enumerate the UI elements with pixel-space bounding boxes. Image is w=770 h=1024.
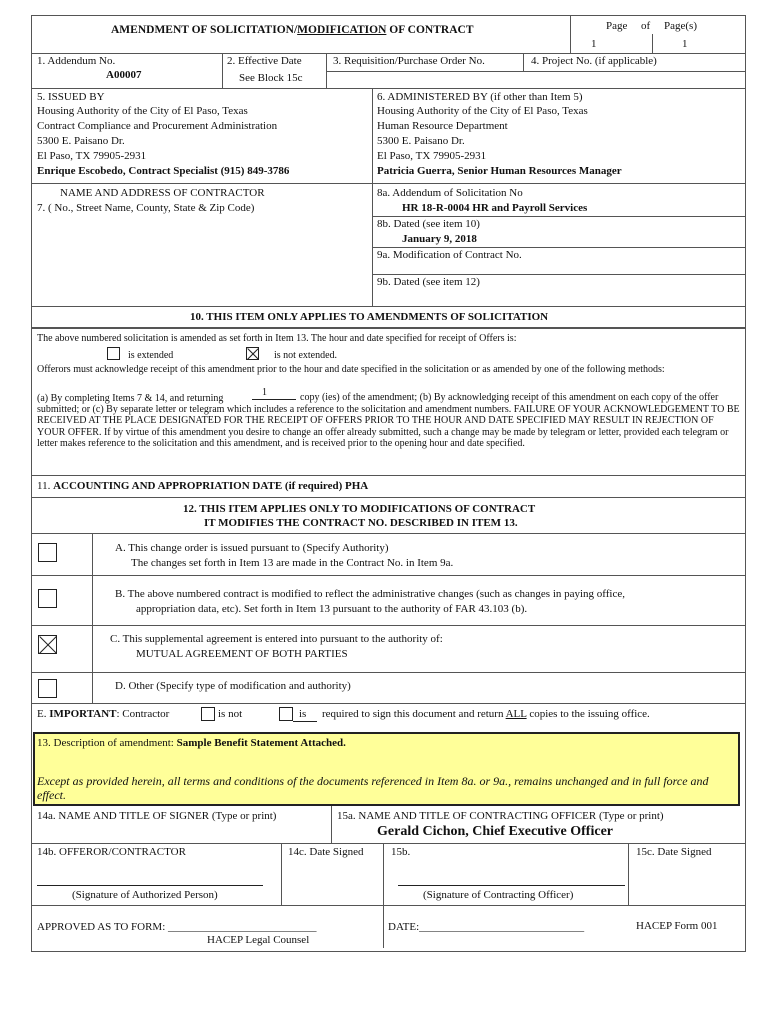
issued-by-contact: Enrique Escobedo, Contract Specialist (915) 849-3786 — [37, 165, 290, 177]
item10-acknowledge: Offerors must acknowledge receipt of this amendment prior to the hour and date specified in the solicitation or as amended by one of the following methods: — [37, 364, 665, 375]
contractor-label: NAME AND ADDRESS OF CONTRACTOR — [60, 187, 265, 199]
item12-b-line2: appropriation data, etc). Set forth in Item 13 pursuant to the authority of FAR 43.103 (b). — [136, 603, 528, 615]
legal-counsel-label: HACEP Legal Counsel — [207, 934, 310, 946]
item12-b-checkbox[interactable] — [38, 589, 57, 608]
item10-method-a: (a) By completing Items 7 & 14, and returning — [37, 393, 224, 404]
contractor-sub: 7. ( No., Street Name, County, State & Zip Code) — [37, 202, 255, 214]
of-label: of — [641, 20, 651, 32]
offeror-signature-caption: (Signature of Authorized Person) — [72, 889, 218, 901]
item14a-label: 14a. NAME AND TITLE OF SIGNER (Type or print) — [37, 810, 277, 822]
item8b-label: 8b. Dated (see item 10) — [377, 218, 480, 230]
is-not-extended-checkbox[interactable] — [246, 347, 259, 360]
item10-methods-text: copy (ies) of the amendment; (b) By acknowledging receipt of this amendment on each copy of the offer submitted; or (c) By separate letter or telegram which includes a reference to the solicitation and amendment numbers. FAILURE OF YOUR ACKNOWLEDGEMENT TO BE RECEIVED AT THE PLACE DESIGNATED FOR THE RECEIPT OF OFFERS PRIOR TO THE HOUR AND DATE SPECIFIED MAY RESULT IN REJECTION OF YOUR OFFER. If by virtue of this amendment you desire to change an offer already submitted, such a change may be made by telegram or letter, provided each telegram or letter makes reference to the solicitation and this amendment, and is received prior to the opening hour and date specified. — [37, 392, 740, 450]
contractor-is-not-label: is not — [218, 708, 243, 720]
item14c-label: 14c. Date Signed — [288, 846, 364, 858]
administered-by-line4: El Paso, TX 79905-2931 — [377, 150, 487, 162]
offeror-signature-line[interactable] — [37, 885, 263, 886]
item8a-value: HR 18-R-0004 HR and Payroll Services — [402, 202, 588, 214]
issued-by-line1: Housing Authority of the City of El Paso, Texas — [37, 105, 248, 117]
form-number: HACEP Form 001 — [636, 920, 718, 932]
pages-number: 1 — [682, 38, 688, 50]
form-title: AMENDMENT OF SOLICITATION/MODIFICATION OF CONTRACT — [111, 24, 474, 36]
important-prefix: E. IMPORTANT: Contractor — [37, 708, 170, 720]
item8a-label: 8a. Addendum of Solicitation No — [377, 187, 523, 199]
addendum-label: 1. Addendum No. — [37, 55, 116, 67]
issued-by-line4: El Paso, TX 79905-2931 — [37, 150, 147, 162]
item12-d-line1: D. Other (Specify type of modification and authority) — [115, 680, 351, 692]
item12-a-checkbox[interactable] — [38, 543, 57, 562]
item12-a-line1: A. This change order is issued pursuant to (Specify Authority) — [115, 542, 389, 554]
item12-d-checkbox[interactable] — [38, 679, 57, 698]
item12-c-line2: MUTUAL AGREEMENT OF BOTH PARTIES — [136, 648, 348, 660]
item12-heading2: IT MODIFIES THE CONTRACT NO. DESCRIBED IN ITEM 13. — [204, 517, 518, 529]
item15a-value: Gerald Cichon, Chief Executive Officer — [377, 824, 614, 839]
is-extended-checkbox[interactable] — [107, 347, 120, 360]
item10-intro: The above numbered solicitation is amended as set forth in Item 13. The hour and date specified for receipt of Offers is: — [37, 333, 517, 344]
item14b-label: 14b. OFFEROR/CONTRACTOR — [37, 846, 186, 858]
item15b-label: 15b. — [391, 846, 411, 858]
item12-c-line1: C. This supplemental agreement is entered into pursuant to the authority of: — [110, 633, 443, 645]
item15c-label: 15c. Date Signed — [636, 846, 712, 858]
item12-c-checkbox[interactable] — [38, 635, 57, 654]
issued-by-line2: Contract Compliance and Procurement Administration — [37, 120, 278, 132]
page-label: Page — [606, 20, 628, 32]
project-label: 4. Project No. (if applicable) — [531, 55, 657, 67]
item9a-label: 9a. Modification of Contract No. — [377, 249, 522, 261]
issued-by-line3: 5300 E. Paisano Dr. — [37, 135, 125, 147]
item11-label: 11. ACCOUNTING AND APPROPRIATION DATE (if required) PHA — [37, 480, 369, 492]
effective-date-label: 2. Effective Date — [227, 55, 302, 67]
pages-label: Page(s) — [664, 20, 697, 32]
item12-a-line2: The changes set forth in Item 13 are made in the Contract No. in Item 9a. — [131, 557, 454, 569]
date-line: DATE:______________________________ — [388, 921, 585, 933]
item12-heading1: 12. THIS ITEM APPLIES ONLY TO MODIFICATIONS OF CONTRACT — [183, 503, 536, 515]
item13-label: 13. Description of amendment: Sample Benefit Statement Attached. — [37, 737, 346, 749]
administered-by-contact: Patricia Guerra, Senior Human Resources Manager — [377, 165, 622, 177]
officer-signature-line[interactable] — [398, 885, 625, 886]
is-not-extended-label: is not extended. — [274, 350, 338, 361]
copies-value: 1 — [262, 387, 267, 398]
administered-by-label: 6. ADMINISTERED BY (if other than Item 5) — [377, 91, 583, 103]
is-extended-label: is extended — [128, 350, 174, 361]
approved-as-to-form: APPROVED AS TO FORM: ___________________________ — [37, 921, 317, 933]
contractor-is-not-checkbox[interactable] — [201, 707, 215, 721]
officer-signature-caption: (Signature of Contracting Officer) — [423, 889, 574, 901]
administered-by-line2: Human Resource Department — [377, 120, 508, 132]
contractor-is-checkbox[interactable] — [279, 707, 293, 721]
contractor-is-label: is — [299, 708, 307, 720]
item10-heading: 10. THIS ITEM ONLY APPLIES TO AMENDMENTS OF SOLICITATION — [190, 311, 549, 323]
item9b-label: 9b. Dated (see item 12) — [377, 276, 480, 288]
issued-by-label: 5. ISSUED BY — [37, 91, 105, 103]
item8b-value: January 9, 2018 — [402, 233, 477, 245]
administered-by-line3: 5300 E. Paisano Dr. — [377, 135, 465, 147]
item12-b-line1: B. The above numbered contract is modified to reflect the administrative changes (such as changes in paying office, — [115, 588, 626, 600]
page-number: 1 — [591, 38, 597, 50]
administered-by-line1: Housing Authority of the City of El Paso, Texas — [377, 105, 588, 117]
effective-date-value: See Block 15c — [239, 72, 303, 84]
item15a-label: 15a. NAME AND TITLE OF CONTRACTING OFFICER (Type or print) — [337, 810, 664, 822]
important-required: required to sign this document and return ALL copies to the issuing office. — [322, 708, 650, 720]
addendum-value: A00007 — [106, 69, 142, 81]
item13-except: Except as provided herein, all terms and conditions of the documents referenced in Item 8a. or 9a., remains unchanged and in full force and effect. — [37, 774, 709, 802]
requisition-label: 3. Requisition/Purchase Order No. — [333, 55, 485, 67]
